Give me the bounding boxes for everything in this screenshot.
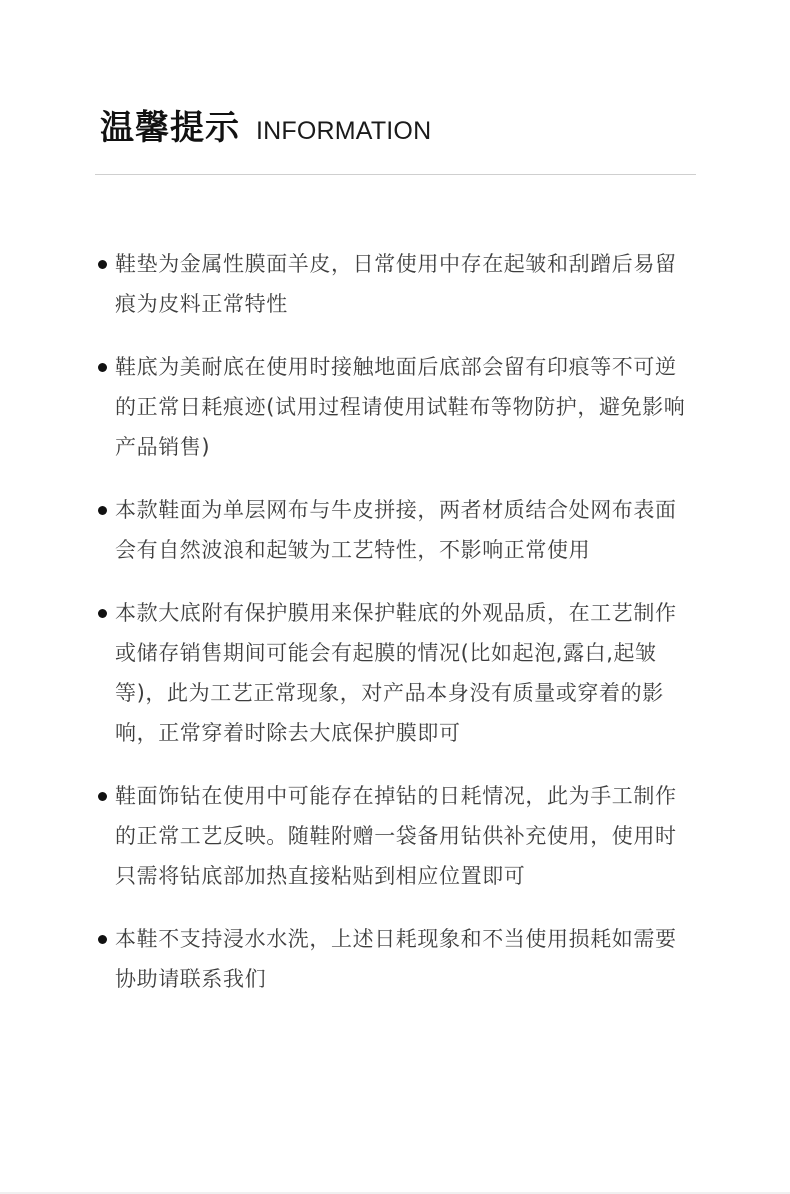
note-text: 本款大底附有保护膜用来保护鞋底的外观品质，在工艺制作或储存销售期间可能会有起膜的情况(比如起泡,露白,起皱等)，此为工艺正常现象，对产品本身没有质量或穿着的影响，正常穿着时除去大底保护膜即可 <box>115 601 677 745</box>
bullet-dot-icon <box>98 363 107 372</box>
note-text: 本款鞋面为单层网布与牛皮拼接，两者材质结合处网布表面会有自然波浪和起皱为工艺特性，不影响正常使用 <box>115 498 677 562</box>
bullet-dot-icon <box>98 792 107 801</box>
note-item <box>115 593 695 753</box>
bullet-dot-icon <box>98 506 107 515</box>
notes-list <box>0 244 695 1022</box>
page-subtitle: INFORMATION <box>256 117 432 145</box>
note-text: 本鞋不支持浸水水洗，上述日耗现象和不当使用损耗如需要协助请联系我们 <box>115 927 677 991</box>
note-text: 鞋底为美耐底在使用时接触地面后底部会留有印痕等不可逆的正常日耗痕迹(试用过程请使用试鞋布等物防护，避免影响产品销售) <box>115 355 686 459</box>
bullet-dot-icon <box>98 935 107 944</box>
bullet-dot-icon <box>98 260 107 269</box>
bullet-dot-icon <box>98 609 107 618</box>
note-item <box>115 490 695 570</box>
note-text: 鞋面饰钻在使用中可能存在掉钻的日耗情况，此为手工制作的正常工艺反映。随鞋附赠一袋备用钻供补充使用，使用时只需将钻底部加热直接粘贴到相应位置即可 <box>115 784 677 888</box>
note-text: 鞋垫为金属性膜面羊皮，日常使用中存在起皱和刮蹭后易留痕为皮料正常特性 <box>115 252 677 316</box>
note-item <box>115 347 695 467</box>
page-header <box>100 100 431 150</box>
note-item <box>115 244 695 324</box>
page-title: 温馨提示 <box>100 108 240 148</box>
note-item <box>115 776 695 896</box>
header-divider <box>95 174 696 175</box>
note-item <box>115 919 695 999</box>
